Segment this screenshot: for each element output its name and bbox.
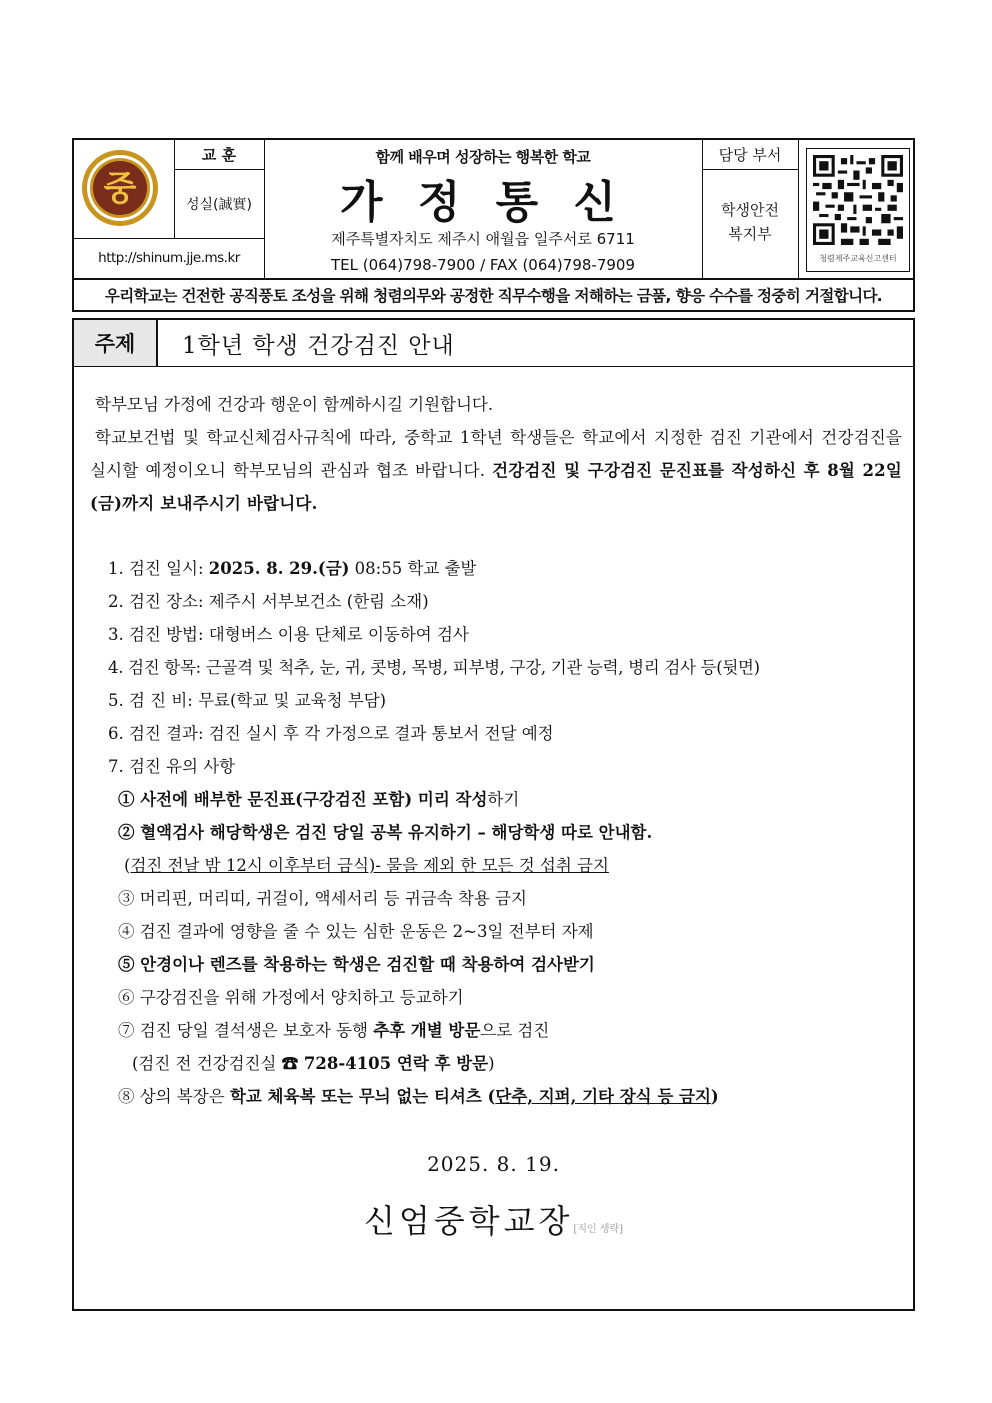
note-7b-phone: ☎ 728-4105 연락 후 방문 (281, 1054, 489, 1073)
intro-paragraph (90, 421, 902, 520)
list-item: 2. 검진 장소: 제주시 서부보건소 (한림 소재) (108, 592, 429, 611)
note-8-close: ) (710, 1087, 719, 1106)
note-8-underline: 단추, 지퍼, 기타 장식 등 금지 (495, 1087, 711, 1106)
item-1-date: 2025. 8. 29.(금) (208, 559, 350, 578)
note-item: ④ 검진 결과에 영향을 줄 수 있는 심한 운동은 2~3일 전부터 자제 (118, 922, 594, 941)
seal-note: [직인 생략] (573, 1224, 624, 1235)
note-item (108, 816, 898, 849)
signer-block (74, 1196, 913, 1242)
note-item (108, 783, 898, 816)
note-item: ⑥ 구강검진을 위해 가정에서 양치하고 등교하기 (118, 988, 464, 1007)
note-7b-text: (검진 전 건강검진실 (132, 1054, 282, 1073)
motto-value: 성실(誠實) (186, 197, 252, 213)
item-1-rest: 08:55 학교 출발 (349, 559, 477, 578)
dept-name (702, 198, 798, 246)
signer-name: 신엄중학교장 (363, 1202, 574, 1240)
integrity-notice: 우리학교는 건전한 공직풍토 조성을 위해 청렴의무와 공정한 직무수행을 저해하는 금품, 향응 수수를 정중히 거절합니다. (72, 280, 915, 312)
issue-date: 2025. 8. 19. (427, 1152, 560, 1176)
qr-code-icon (813, 155, 903, 245)
list-item: 4. 검진 항목: 근골격 및 척추, 눈, 귀, 콧병, 목병, 피부병, 구강, 기관 능력, 병리 검사 등(뒷면) (108, 658, 760, 677)
notice-body (72, 318, 915, 1311)
note-item (108, 849, 898, 882)
note-2b-underline: 검진 전날 밤 12시 이후부터 금식)- 물을 제외 한 모든 것 섭취 금지 (130, 856, 609, 875)
note-item (108, 1047, 898, 1080)
intro-paragraph-emphasis: 건강검진 및 구강검진 문진표를 작성하신 후 8월 22일(금)까지 보내주시기 바랍니다. (90, 461, 902, 513)
note-8-emphasis: 학교 체육복 또는 무늬 없는 티셔츠 (229, 1087, 482, 1106)
motto-label: 교 훈 (174, 140, 264, 170)
list-item: 6. 검진 결과: 검진 실시 후 각 가정으로 결과 통보서 전달 예정 (108, 724, 554, 743)
note-1-emphasis: ① 사전에 배부한 문진표(구강검진 포함) 미리 작성 (118, 790, 488, 809)
note-7b-rest: ) (488, 1054, 495, 1073)
school-slogan: 함께 배우며 성장하는 행복한 학교 (375, 148, 591, 166)
note-7-emphasis: 추후 개별 방문 (373, 1021, 481, 1040)
dept-label: 담당 부서 (702, 140, 798, 170)
note-item (108, 948, 898, 981)
document-title: 가 정 통 신 (340, 177, 626, 228)
note-8-paren: ( (481, 1087, 496, 1106)
note-1-rest: 하기 (487, 790, 520, 809)
subject-row (74, 320, 913, 367)
note-item (108, 1014, 898, 1047)
dept-line-1: 학생안전 (721, 201, 779, 219)
note-item: ③ 머리핀, 머리띠, 귀걸이, 액세서리 등 귀금속 착용 금지 (118, 889, 527, 908)
intro-paragraph-text: 학교보건법 및 학교신체검사규칙에 따라, 중학교 1학년 학생들은 학교에서 지정한 검진 기관에서 건강검진을 실시할 예정이오니 학부모님의 관심과 협조 바랍니다. (90, 428, 902, 480)
qr-code[interactable] (806, 148, 910, 272)
item-1-label: 1. 검진 일시: (108, 559, 209, 578)
subject-label: 주제 (74, 320, 158, 366)
intro-section (90, 388, 902, 520)
dept-line-2: 복지부 (728, 225, 772, 243)
list-item: 5. 검 진 비: 무료(학교 및 교육청 부담) (108, 691, 387, 710)
subject-title: 1학년 학생 건강검진 안내 (182, 332, 455, 359)
item-list (108, 552, 898, 1113)
note-8-text: ⑧ 상의 복장은 (118, 1087, 230, 1106)
list-item (108, 552, 898, 585)
note-5-emphasis: ⑤ 안경이나 렌즈를 착용하는 학생은 검진할 때 착용하여 검사받기 (118, 955, 595, 974)
school-url[interactable]: http://shinum.jje.ms.kr (98, 250, 240, 266)
note-2-emphasis: ② 혈액검사 해당학생은 검진 당일 공복 유지하기 – 해당학생 따로 안내함. (118, 823, 653, 842)
qr-caption: 청렴제주교육신고센터 (819, 254, 897, 263)
greeting: 학부모님 가정에 건강과 행운이 함께하시길 기원합니다. (95, 395, 494, 414)
logo-text: 중 (103, 169, 137, 209)
note-7-rest: 으로 검진 (480, 1021, 550, 1040)
school-contact: TEL (064)798-7900 / FAX (064)798-7909 (330, 256, 635, 274)
note-7-text: ⑦ 검진 당일 결석생은 보호자 동행 (118, 1021, 374, 1040)
note-item (108, 1080, 898, 1113)
list-item: 7. 검진 유의 사항 (108, 757, 236, 776)
list-item: 3. 검진 방법: 대형버스 이용 단체로 이동하여 검사 (108, 625, 469, 644)
school-address: 제주특별자치도 제주시 애월읍 일주서로 6711 (331, 230, 635, 248)
letterhead (72, 138, 915, 280)
note-2b-prefix: ( (124, 856, 131, 875)
school-emblem-icon (78, 144, 178, 244)
